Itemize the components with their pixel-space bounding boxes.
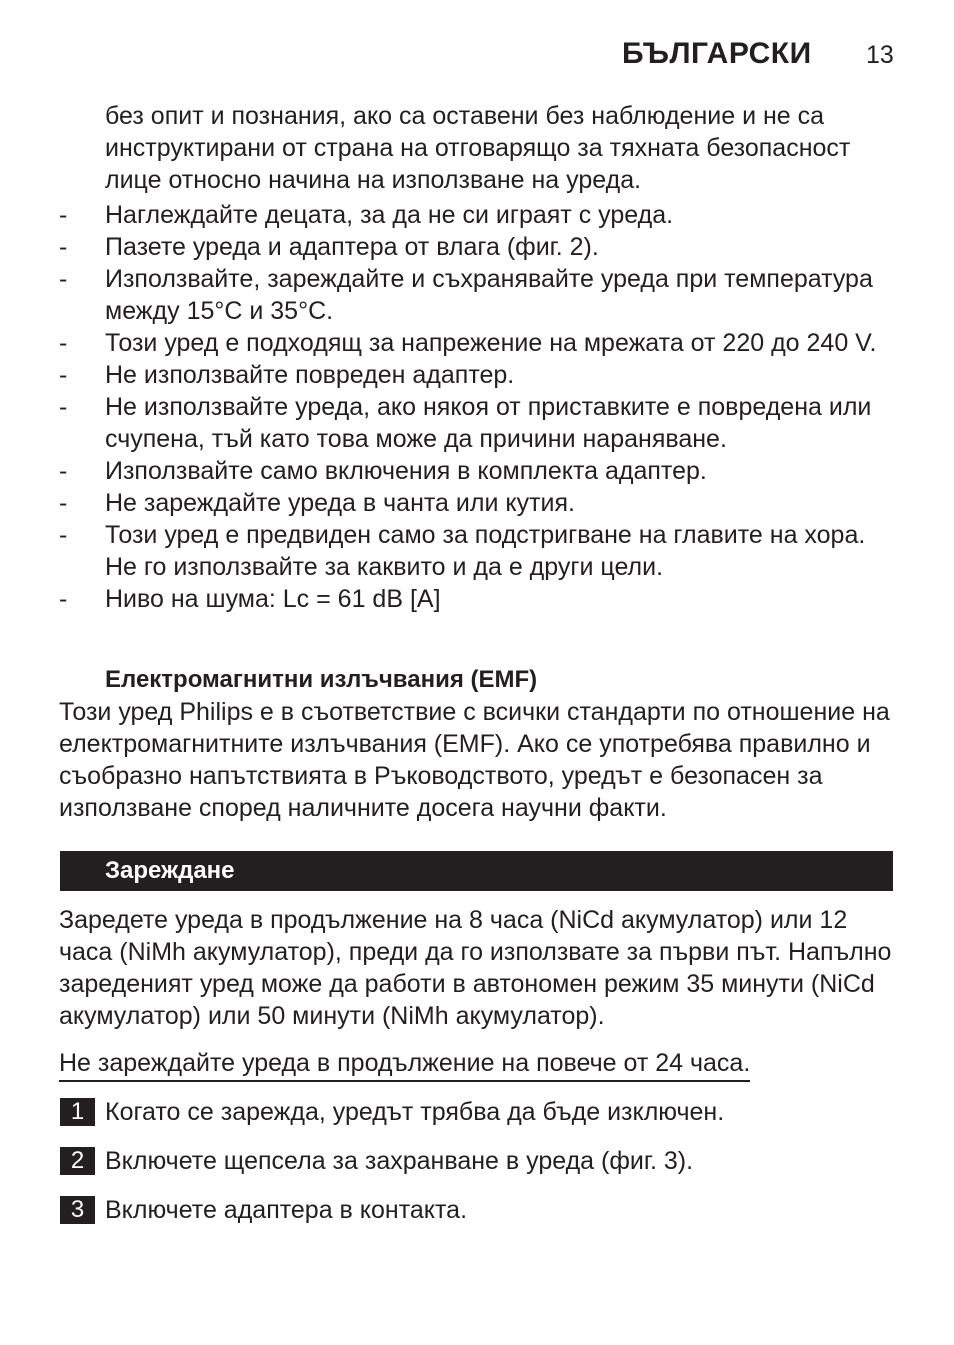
list-item <box>0 327 900 359</box>
bullet-dash: - <box>59 457 68 485</box>
list-item <box>0 487 900 519</box>
step-text: Включете адаптера в контакта. <box>105 1196 468 1224</box>
list-item <box>0 199 900 231</box>
list-item-text: Този уред е предвиден само за подстригване на главите на хора. Не го използвайте за каквито и да е други цели. <box>105 521 866 581</box>
list-item-text: Използвайте само включения в комплекта адаптер. <box>105 457 707 485</box>
list-item-text: Използвайте, зареждайте и съхранявайте уреда при температура между 15°C и 35°C. <box>105 265 873 325</box>
list-item <box>0 263 900 327</box>
list-item <box>0 455 900 487</box>
safety-bullet-list <box>0 199 954 615</box>
list-item-text: Пазете уреда и адаптера от влага (фиг. 2). <box>105 233 599 261</box>
list-item <box>0 391 900 455</box>
bullet-dash: - <box>59 201 68 229</box>
intro-continuation: без опит и познания, ако са оставени без наблюдение и не са инструктирани от страна на отговарящо за тяхната безопасност лице относно начина на използване на уреда. <box>105 102 851 194</box>
list-item-text: Не използвайте уреда, ако някоя от приставките е повредена или счупена, тъй като това може да причини нараняване. <box>105 393 872 453</box>
list-item <box>0 231 900 263</box>
header-language: БЪЛГАРСКИ <box>622 37 812 70</box>
bullet-dash: - <box>59 233 68 261</box>
bullet-dash: - <box>59 393 68 421</box>
step-text: Включете щепсела за захранване в уреда (фиг. 3). <box>105 1147 694 1175</box>
bullet-dash: - <box>59 361 68 389</box>
list-item-text: Не използвайте повреден адаптер. <box>105 361 515 389</box>
bullet-dash: - <box>59 521 68 549</box>
charging-warning: Не зареждайте уреда в продължение на повече от 24 часа. <box>59 1047 750 1082</box>
bullet-dash: - <box>59 265 68 293</box>
list-item <box>0 359 900 391</box>
charging-section-header <box>60 851 893 891</box>
step-number-badge: 3 <box>60 1196 95 1224</box>
list-item-text: Наглеждайте децата, за да не си играят с уреда. <box>105 201 674 229</box>
list-item-text: Този уред е подходящ за напрежение на мрежата от 220 до 240 V. <box>105 329 877 357</box>
page-number: 13 <box>866 41 894 69</box>
section-title: Зареждане <box>105 857 235 884</box>
bullet-dash: - <box>59 489 68 517</box>
list-item-text: Ниво на шума: Lc = 61 dB [A] <box>105 585 441 613</box>
step-number-badge: 2 <box>60 1147 95 1175</box>
charging-paragraph: Заредете уреда в продължение на 8 часа (NiCd акумулатор) или 12 часа (NiMh акумулатор), преди да го използвате за първи път. Напълно зареденият уред може да работи в автономен режим 35 минути (NiCd акумулатор) или 50 минути (NiMh акумулатор). <box>59 906 892 1030</box>
emf-paragraph: Този уред Philips е в съответствие с всички стандарти по отношение на електромагнитните излъчвания (EMF). Ако се употребява правилно и съобразно напътствията в Ръководството, уредът е безопасен за използване според наличните досега научни факти. <box>59 698 890 822</box>
step-number-badge: 1 <box>60 1098 95 1126</box>
bullet-dash: - <box>59 585 68 613</box>
emf-heading: Електромагнитни излъчвания (EMF) <box>105 666 538 693</box>
bullet-dash: - <box>59 329 68 357</box>
step-text: Когато се зарежда, уредът трябва да бъде изключен. <box>105 1098 725 1126</box>
list-item-text: Не зареждайте уреда в чанта или кутия. <box>105 489 575 517</box>
list-item <box>0 583 900 615</box>
list-item <box>0 519 900 583</box>
